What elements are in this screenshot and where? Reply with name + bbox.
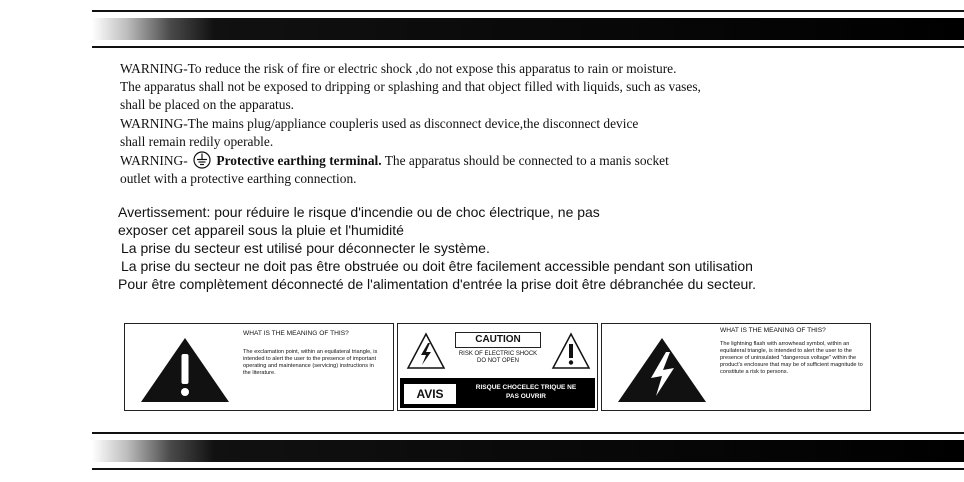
english-line: WARNING-The mains plug/appliance coupleris used as disconnect device,the disconnect device [120,115,639,131]
english-line: The apparatus shall not be exposed to dripping or splashing and that object filled with liquids, such as vases, [120,79,701,95]
english-line: shall be placed on the apparatus. [120,97,295,113]
french-line: exposer cet appareil sous la pluie et l'humidité [118,222,404,238]
avis-label: AVIS [404,384,456,404]
caution-label-box [397,323,598,411]
exclamation-triangle-icon [551,332,591,370]
avis-band [400,378,595,408]
avis-text-line: PAS OUVRIR [506,393,546,400]
english-line: shall remain redily operable. [120,133,274,149]
box-description: The lightning flash with arrowhead symbol, within an equilateral triangle, is intended to alert the user to the presence of uninsulated "dangerous voltage" within the product's enclosure that may be of sufficient magnitude to constitute a risk to persons. [720,341,863,375]
avis-text [462,383,590,401]
english-line: outlet with a protective earthing connection. [120,171,357,187]
caution-header [453,330,543,374]
lightning-triangle-icon [616,336,708,404]
caution-sub-line: RISK OF ELECTRIC SHOCK [458,351,538,357]
exclamation-symbol-box [124,323,394,411]
french-line: Pour être complètement déconnecté de l'alimentation d'entrée la prise doit être débranchée du secteur. [118,276,757,292]
english-warnings [120,60,880,188]
lightning-symbol-box [601,323,871,411]
caution-label: CAUTION [455,332,541,348]
french-line: La prise du secteur ne doit pas être obstruée ou doit être facilement accessible pendant son utilisation [121,258,753,274]
top-decorative-bar [92,10,964,48]
french-line: La prise du secteur est utilisé pour déconnecter le système. [121,240,490,256]
english-line: WARNING-To reduce the risk of fire or electric shock ,do not expose this apparatus to rain or moisture. [120,61,677,76]
exclamation-triangle-icon [139,336,231,404]
warning-prefix: WARNING- [120,153,188,169]
caution-sub-line: DO NOT OPEN [477,358,519,364]
french-line: Avertissement: pour réduire le risque d'incendie ou de choc électrique, ne pas [118,204,600,220]
french-warnings [118,203,898,293]
caution-subtext [453,351,543,365]
english-line-earthing [120,151,880,170]
earthing-text: The apparatus should be connected to a manis socket [384,153,669,169]
box-title: WHAT IS THE MEANING OF THIS? [720,327,826,334]
earthing-title: Protective earthing terminal. [216,153,382,169]
avis-text-line: RISQUE CHOCELEC TRIQUE NE [475,384,577,391]
bottom-decorative-bar [92,432,964,470]
protective-earth-icon [193,151,211,169]
box-description: The exclamation point, within an equilateral triangle, is intended to alert the user to the presence of important operating and maintenance (servicing) instructions in the literature. [243,349,378,376]
box-title: WHAT IS THE MEANING OF THIS? [243,330,349,337]
lightning-triangle-icon [406,332,446,370]
